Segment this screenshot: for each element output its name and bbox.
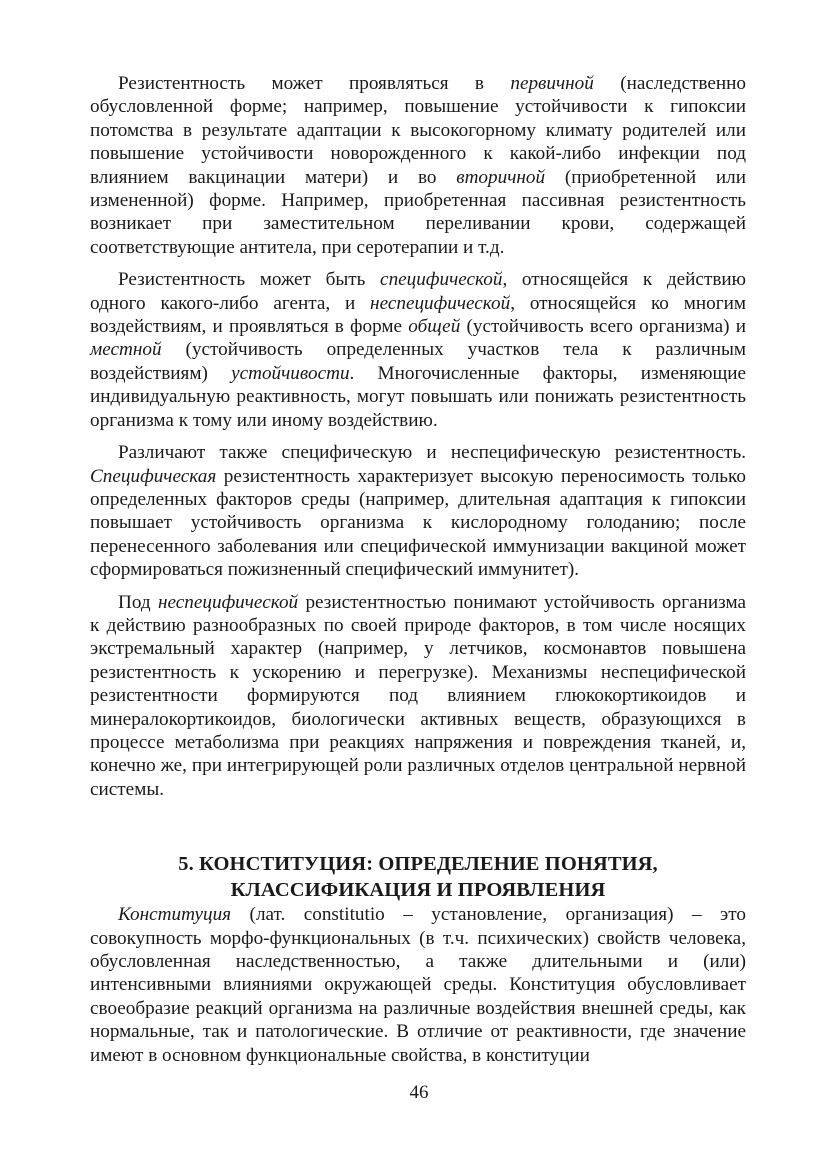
- text-run: . Многочисленные факторы, изменяющие индивидуальную реактивность, могут повышать или понижать резистентность организма к тому или иному воздействию.: [90, 362, 747, 431]
- italic-term: Конституция: [118, 904, 232, 926]
- text-run: (приобретенной или измененной) форме. Например, приобретенная пассивная резистентность возникает при заместительном переливании крови, содержащей соответствующие антитела, при серотерапии и т.д.: [90, 166, 746, 258]
- text-run: (лат. constitutio – установление, организация) – это совокупность морфо-функциональных (в т.ч. психических) свойств человека, обусловленная наследственностью, а также длительными и (или) интенсивными влияниями окружающей среды. Конституция обусловливает своеобразие реакций организма на различные воздействия внешней среды, как нормальные, так и патологические. В отличие от реактивности, где значение имеют в основном функциональные свойства, в конституции: [90, 904, 746, 1066]
- italic-term: вторичной: [456, 166, 546, 188]
- text-run: , относящейся к действию одного какого-либо агента, и: [90, 269, 746, 314]
- text-run: (устойчивость определенных участков тела к различным воздействиям): [90, 339, 746, 384]
- italic-term: местной: [90, 339, 162, 361]
- paragraph-specific-resistance: [90, 441, 746, 581]
- paragraph-primary-secondary-resistance: [90, 72, 746, 259]
- page-content: [90, 72, 746, 1076]
- italic-term: первичной: [510, 73, 594, 94]
- paragraph-constitution-definition: [90, 903, 746, 1067]
- text-run: Под: [118, 591, 158, 613]
- text-run: (устойчивость всего организма) и: [460, 316, 746, 338]
- italic-term: устойчивости: [231, 362, 350, 384]
- page-number: 46: [409, 1082, 429, 1103]
- italic-term: Специфическая: [90, 465, 217, 487]
- text-run: резистентностью понимают устойчивость организма к действию разнообразных по своей природе факторов, в том числе носящих экстремальный характер (например, у летчиков, космонавтов повышена резистентность к ускорению и перегрузке). Механизмы неспецифической резистентности формируются под влиянием глюкокортикоидов и минералокортикоидов, биологически активных веществ, образующихся в процессе метаболизма при реакциях напряжения и повреждения тканей, и, конечно же, при интегрирующей роли различных отделов центральной нервной системы.: [90, 591, 746, 800]
- text-run: Различают также специфическую и неспецифическую резистентность.: [118, 442, 746, 464]
- section-heading-line-2: КЛАССИФИКАЦИЯ И ПРОЯВЛЕНИЯ: [230, 879, 606, 902]
- text-run: резистентность характеризует высокую переносимость только определенных факторов среды (например, длительная адаптация к гипоксии повышает устойчивость организма к кислородному голоданию; после перенесенного заболевания или специфической иммунизации вакциной может сформироваться пожизненный специфический иммунитет).: [90, 465, 746, 581]
- section-heading-line-1: 5. КОНСТИТУЦИЯ: ОПРЕДЕЛЕНИЕ ПОНЯТИЯ,: [178, 853, 658, 876]
- italic-term: общей: [408, 316, 461, 338]
- section-heading: [90, 851, 746, 903]
- text-run: , относящейся ко многим воздействиям, и проявляться в форме: [90, 292, 746, 338]
- text-run: (наследственно обусловленной форме; например, повышение устойчивости к гипоксии потомства в результате адаптации к высокогорному климату родителей или повышение устойчивости новорожденного к какой-либо инфекции под влиянием вакцинации матери) и во: [90, 73, 746, 188]
- text-run: Резистентность может проявляться в: [118, 73, 511, 94]
- text-run: Резистентность может быть: [118, 269, 381, 291]
- paragraph-specific-nonspecific-resistance: [90, 268, 746, 432]
- italic-term: неспецифической: [370, 292, 511, 314]
- italic-term: специфической: [380, 269, 503, 291]
- paragraph-nonspecific-resistance: [90, 591, 746, 802]
- italic-term: неспецифической: [157, 591, 299, 613]
